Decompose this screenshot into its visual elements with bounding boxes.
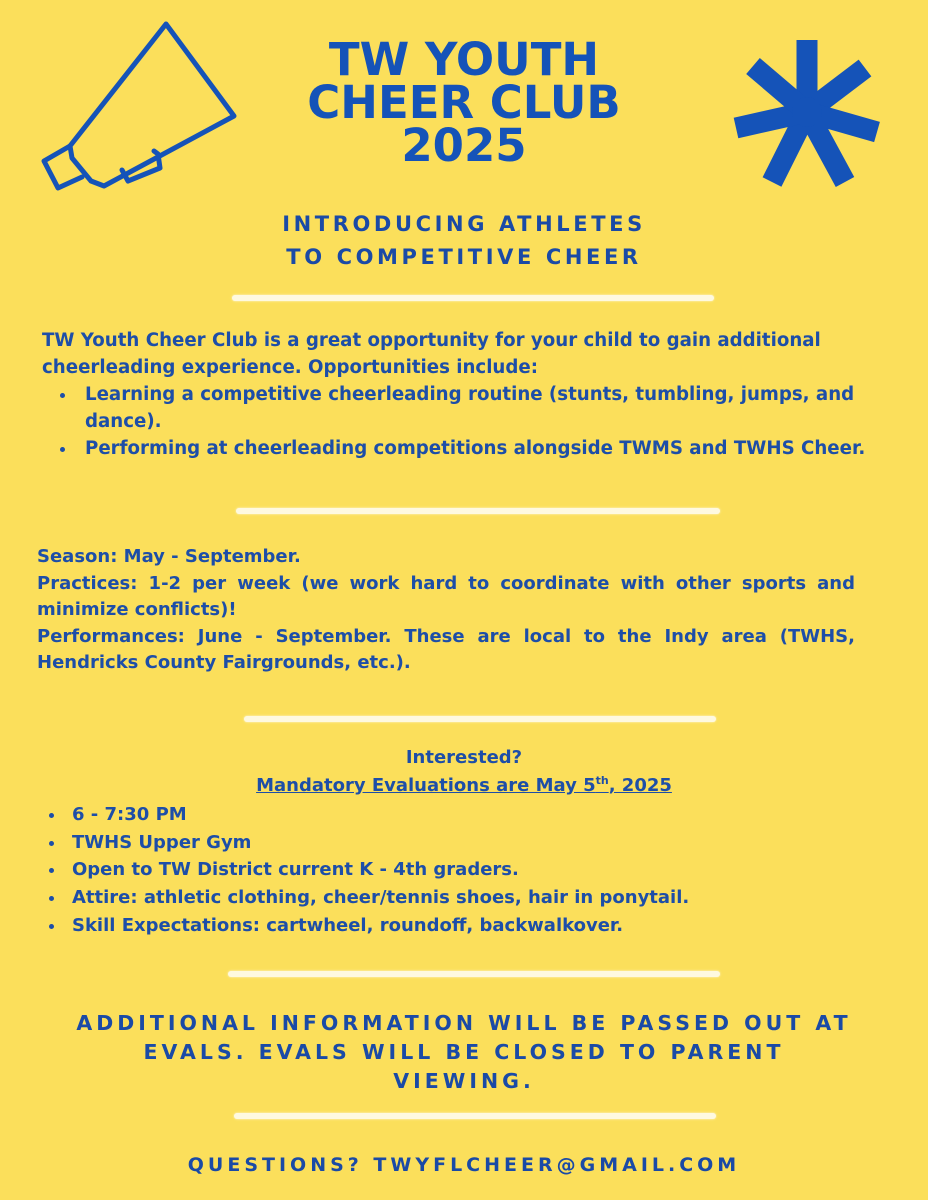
list-item: • Skill Expectations: cartwheel, roundoff, backwalkover. — [66, 912, 844, 940]
closing-line-2: EVALS. EVALS WILL BE CLOSED TO PARENT — [143, 1040, 785, 1064]
practices-text: Practices: 1-2 per week (we work hard to coordinate with other sports and minimize conflicts)! — [37, 572, 855, 620]
closing-line-3: VIEWING. — [393, 1069, 535, 1093]
intro-paragraph: TW Youth Cheer Club is a great opportunity for your child to gain additional cheerleading experience. Opportunities include: — [42, 330, 821, 378]
performances-text: Performances: June - September. These are local to the Indy area (TWHS, Hendricks County Fairgrounds, etc.). — [37, 625, 855, 673]
evaluations-heading — [180, 744, 748, 800]
mandatory-prefix: Mandatory Evaluations are May 5 — [256, 775, 596, 796]
list-item: • Open to TW District current K - 4th graders. — [66, 856, 844, 884]
asterisk-icon — [727, 32, 887, 192]
list-item: • Attire: athletic clothing, cheer/tennis shoes, hair in ponytail. — [66, 884, 844, 912]
season-text: Season: May - September. — [37, 546, 301, 567]
closing-line-1: ADDITIONAL INFORMATION WILL BE PASSED OUT AT — [76, 1011, 852, 1035]
list-item: • TWHS Upper Gym — [66, 829, 844, 857]
list-item: • Learning a competitive cheerleading routine (stunts, tumbling, jumps, and dance). — [77, 381, 882, 435]
mandatory-evaluations-date — [180, 772, 748, 800]
mandatory-year: , 2025 — [608, 775, 672, 796]
list-item: • 6 - 7:30 PM — [66, 801, 844, 829]
list-item: • Performing at cheerleading competitions alongside TWMS and TWHS Cheer. — [77, 435, 882, 462]
title-line-1: TW YOUTH — [328, 33, 600, 86]
divider-5 — [234, 1113, 716, 1119]
closing-note — [60, 1009, 868, 1096]
page-title — [230, 33, 698, 172]
subtitle-line-2: TO COMPETITIVE CHEER — [286, 245, 642, 269]
details-section — [37, 544, 855, 677]
megaphone-icon — [36, 18, 246, 198]
title-line-3: 2025 — [401, 119, 527, 172]
interested-text: Interested? — [405, 747, 523, 768]
divider-2 — [236, 508, 720, 514]
evaluation-list — [44, 801, 844, 940]
contact-email: QUESTIONS? TWYFLCHEER@GMAIL.COM — [187, 1154, 741, 1176]
title-line-2: CHEER CLUB — [307, 76, 621, 129]
divider-4 — [228, 971, 720, 977]
subtitle-line-1: INTRODUCING ATHLETES — [282, 212, 646, 236]
intro-list — [42, 381, 882, 462]
subtitle — [180, 208, 748, 274]
divider-1 — [232, 295, 714, 301]
intro-section — [42, 327, 882, 462]
ordinal-suffix: th — [595, 774, 609, 787]
divider-3 — [244, 716, 716, 722]
evaluation-details — [44, 801, 844, 940]
